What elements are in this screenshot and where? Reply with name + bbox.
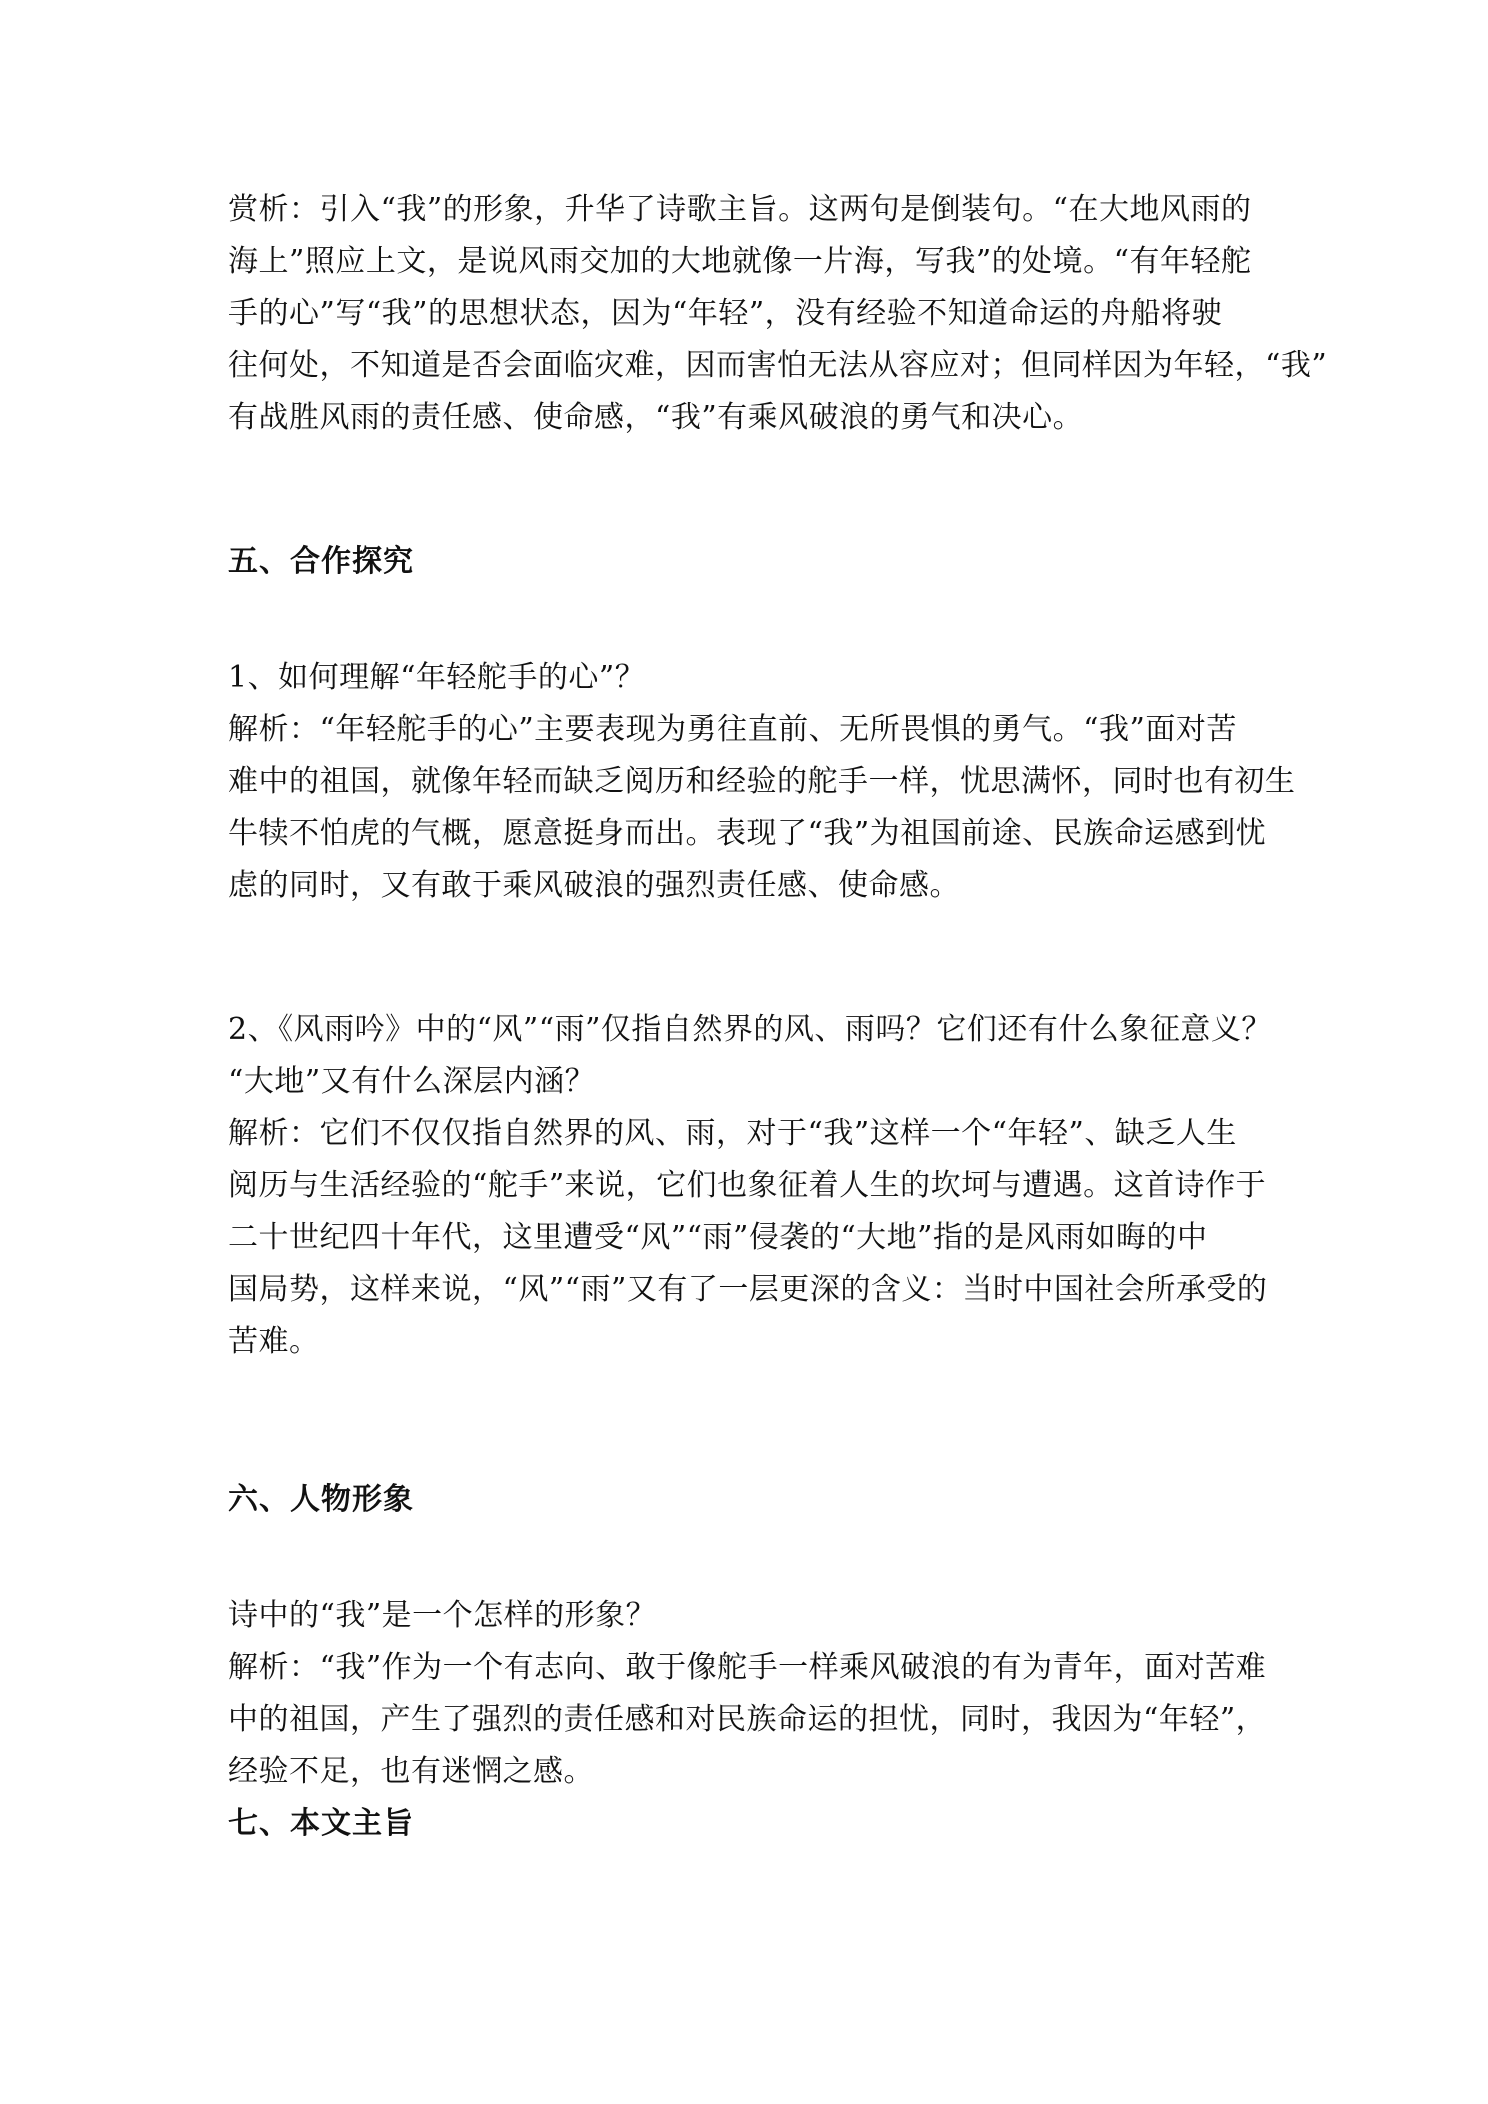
answer-line: 苦难。 [228,1324,320,1359]
answer-line: 难中的祖国，就像年轻而缺乏阅历和经验的舵手一样，忧思满怀，同时也有初生 [228,764,1296,799]
question-text: 诗中的“我”是一个怎样的形象？ [228,1598,657,1633]
paragraph-line: 赏析：引入“我”的形象，升华了诗歌主旨。这两句是倒装句。“在大地风雨的 [228,192,1252,227]
answer-line: 解析：它们不仅仅指自然界的风、雨，对于“我”这样一个“年轻”、缺乏人生 [228,1116,1237,1151]
answer-line: 经验不足，也有迷惘之感。 [228,1754,594,1789]
question-two [228,1004,1272,1368]
section-heading-six: 六、人物形象 [228,1482,414,1517]
answer-line: 牛犊不怕虎的气概，愿意挺身而出。表现了“我”为祖国前途、民族命运感到忧 [228,816,1267,851]
question-text: 2、《风雨吟》中的“风”“雨”仅指自然界的风、雨吗？它们还有什么象征意义？ [228,1012,1272,1047]
appreciation-paragraph [228,184,1328,444]
answer-line: 中的祖国，产生了强烈的责任感和对民族命运的担忧，同时，我因为“年轻”， [228,1702,1267,1737]
answer-line: 国局势，这样来说，“风”“雨”又有了一层更深的含义：当时中国社会所承受的 [228,1272,1268,1307]
answer-line: 二十世纪四十年代，这里遭受“风”“雨”侵袭的“大地”指的是风雨如晦的中 [228,1220,1208,1255]
question-text: “大地”又有什么深层内涵？ [228,1064,596,1099]
section-heading-five: 五、合作探究 [228,544,414,579]
question-one [228,652,1296,912]
paragraph-line: 手的心”写“我”的思想状态，因为“年轻”，没有经验不知道命运的舟船将驶 [228,296,1223,331]
answer-line: 解析：“我”作为一个有志向、敢于像舵手一样乘风破浪的有为青年，面对苦难 [228,1650,1267,1685]
answer-line: 解析：“年轻舵手的心”主要表现为勇往直前、无所畏惧的勇气。“我”面对苦 [228,712,1237,747]
paragraph-line: 海上”照应上文，是说风雨交加的大地就像一片海，写我”的处境。“有年轻舵 [228,244,1252,279]
section-heading-seven: 七、本文主旨 [228,1806,414,1841]
character-image-block [228,1590,1268,1798]
paragraph-line: 往何处，不知道是否会面临灾难，因而害怕无法从容应对；但同样因为年轻，“我” [228,348,1328,383]
answer-line: 阅历与生活经验的“舵手”来说，它们也象征着人生的坎坷与遭遇。这首诗作于 [228,1168,1267,1203]
question-text: 1、如何理解“年轻舵手的心”？ [228,660,646,695]
answer-line: 虑的同时，又有敢于乘风破浪的强烈责任感、使命感。 [228,868,960,903]
paragraph-line: 有战胜风雨的责任感、使命感，“我”有乘风破浪的勇气和决心。 [228,400,1084,435]
document-page [228,0,1328,2104]
